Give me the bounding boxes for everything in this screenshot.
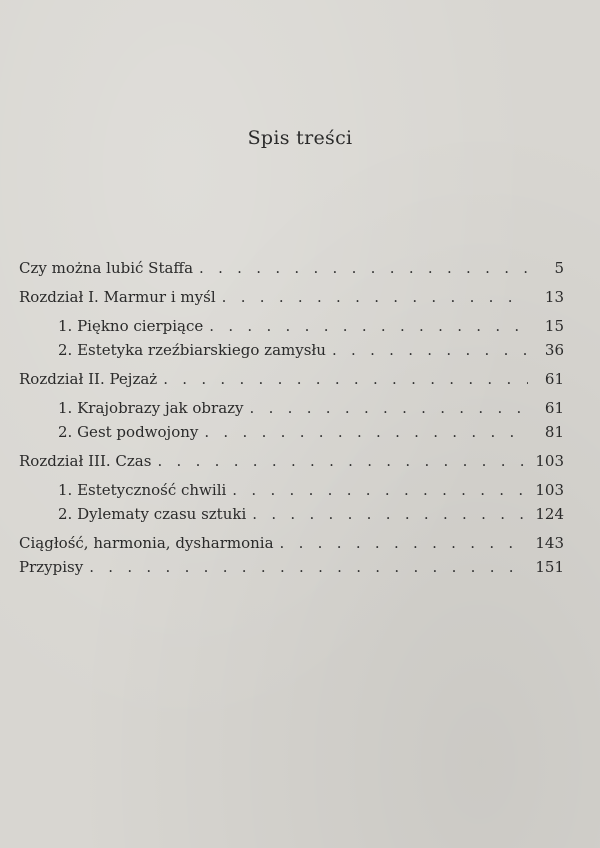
toc-entry-chapter-2 [19,369,564,389]
toc-entry-label: Rozdział III. Czas [19,452,152,470]
toc-leader-dots [204,422,528,442]
toc-leader-dots [222,287,528,307]
toc-page-number: 5 [554,259,564,277]
toc-entry-label: 2. Gest podwojony [58,423,199,441]
toc-page-number: 13 [544,288,564,306]
toc-page-number: 103 [535,481,564,499]
toc-page-number: 124 [535,505,564,523]
toc-entry-chapter-2-section-2 [19,422,564,442]
toc-entry-label: Czy można lubić Staffa [19,259,194,277]
toc-entry-label: Ciągłość, harmonia, dysharmonia [19,534,274,552]
toc-entry-label: 2. Dylematy czasu sztuki [58,505,247,523]
toc-leader-dots [250,398,528,418]
toc-entry-label: Rozdział I. Marmur i myśl [19,288,216,306]
toc-entry-chapter-1 [19,287,564,307]
toc-page-number: 151 [535,558,564,576]
toc-entry-notes [19,557,564,577]
toc-leader-dots [209,316,528,336]
toc-entry-intro [19,258,564,278]
toc-entry-chapter-3 [19,451,564,471]
toc-page-number: 103 [535,452,564,470]
toc-page-number: 15 [544,317,564,335]
page-title: Spis treści [247,127,353,149]
toc-leader-dots [332,340,528,360]
toc-entry-label: 2. Estetyka rzeźbiarskiego zamysłu [58,341,326,359]
toc-entry-label: Przypisy [19,558,84,576]
toc-leader-dots [232,480,528,500]
toc-entry-label: 1. Piękno cierpiące [58,317,204,335]
table-of-contents [19,258,564,577]
toc-entry-chapter-1-section-1 [19,316,564,336]
toc-entry-label: Rozdział II. Pejzaż [19,370,158,388]
toc-leader-dots [199,258,528,278]
toc-page-number: 81 [544,423,564,441]
toc-leader-dots [89,557,528,577]
toc-entry-chapter-3-section-1 [19,480,564,500]
toc-entry-chapter-2-section-1 [19,398,564,418]
toc-entry-label: 1. Krajobrazy jak obrazy [58,399,244,417]
toc-page-number: 61 [544,370,564,388]
toc-entry-conclusion [19,533,564,553]
toc-leader-dots [252,504,528,524]
toc-page-number: 143 [535,534,564,552]
toc-leader-dots [280,533,528,553]
toc-leader-dots [163,369,528,389]
toc-leader-dots [157,451,528,471]
toc-page-number: 61 [544,399,564,417]
toc-entry-label: 1. Estetyczność chwili [58,481,227,499]
toc-entry-chapter-1-section-2 [19,340,564,360]
toc-entry-chapter-3-section-2 [19,504,564,524]
toc-page-number: 36 [544,341,564,359]
